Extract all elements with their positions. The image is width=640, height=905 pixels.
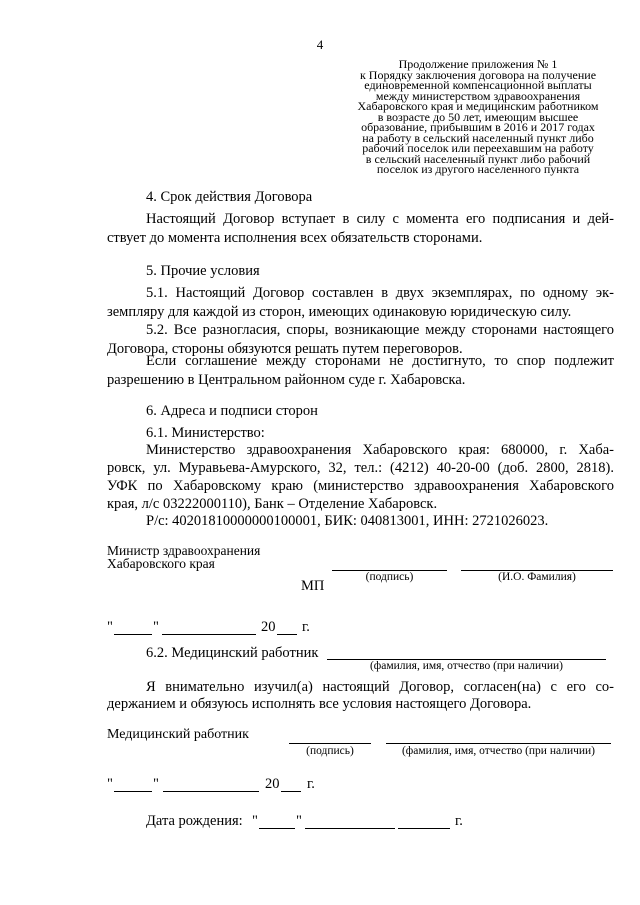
minister-title xyxy=(107,544,260,570)
birth-date-day-line xyxy=(259,828,295,829)
section5-line: 5.1. Настоящий Договор составлен в двух экземплярах, по одному эк- xyxy=(146,285,614,301)
minister-title-line: Министр здравоохранения xyxy=(107,543,261,558)
ministry-line: ровск, ул. Муравьева-Амурского, 32, тел.: (4212) 40-20-00 (доб. 2800, 2818). xyxy=(107,460,614,476)
minister-date-year-line xyxy=(277,634,297,635)
minister-date-close-quote: " xyxy=(153,619,159,635)
section5-line: Договора, стороны обязуются решать путем переговоров. xyxy=(107,341,463,357)
fio-caption: (фамилия, имя, отчество (при наличии) xyxy=(369,660,564,672)
ministry-line: Министерство здравоохранения Хабаровского края: 680000, г. Хаба- xyxy=(146,442,614,458)
appendix-line: образование, прибывшим в 2016 и 2017 годах xyxy=(361,120,595,134)
minister-date-month-line xyxy=(162,634,256,635)
worker-date-day-line xyxy=(114,791,152,792)
stamp-label: МП xyxy=(301,578,325,594)
appendix-line: в возрасте до 50 лет, имеющим высшее xyxy=(377,109,579,124)
minister-date-day-line xyxy=(114,634,152,635)
appendix-line: рабочий поселок или переехавшим на работу xyxy=(362,141,594,155)
section5-heading: 5. Прочие условия xyxy=(146,263,260,279)
worker-sign-label: Медицинский работник xyxy=(107,727,249,742)
ministry-line: края, л/с 03222000110), Банк – Отделение Хабаровск. xyxy=(107,496,438,512)
birth-date-close-quote: " xyxy=(296,813,302,829)
minister-date-year-suffix: г. xyxy=(302,619,310,635)
worker-date-year-line xyxy=(281,791,301,792)
worker-label: 6.2. Медицинский работник xyxy=(146,645,319,661)
section6-heading: 6. Адреса и подписи сторон xyxy=(146,403,318,419)
minister-date-open-quote: " xyxy=(107,619,113,635)
appendix-line: единовременной компенсационной выплаты xyxy=(364,78,592,92)
section5-line: 5.2. Все разногласия, споры, возникающие между сторонами настоящего xyxy=(146,322,614,338)
minister-date-year-prefix: 20 xyxy=(261,619,276,635)
minister-title-line: Хабаровского края xyxy=(107,556,215,571)
worker-date-close-quote: " xyxy=(153,776,159,792)
name-caption: (И.О. Фамилия) xyxy=(498,571,576,583)
signature-caption: (подпись) xyxy=(365,571,414,583)
birth-date-year-line xyxy=(398,828,450,829)
worker-date-year-prefix: 20 xyxy=(265,776,280,792)
section4-line: ствует до момента исполнения всех обязательств сторонами. xyxy=(107,230,483,246)
section4-line: Настоящий Договор вступает в силу с момента его подписания и дей- xyxy=(146,211,614,227)
fio-caption: (фамилия, имя, отчество (при наличии) xyxy=(401,745,596,757)
signature-caption: (подпись) xyxy=(306,745,354,757)
appendix-line: Хабаровского края и медицинским работником xyxy=(357,99,599,113)
worker-date-month-line xyxy=(163,791,259,792)
ministry-line: Р/с: 40201810000000100001, БИК: 040813001, ИНН: 2721026023. xyxy=(146,513,549,529)
worker-signature-line xyxy=(289,743,371,744)
birth-date-month-line xyxy=(305,828,395,829)
section5-line: разрешению в Центральном районном суде г. Хабаровска. xyxy=(107,372,466,388)
ministry-line: УФК по Хабаровскому краю (министерство здравоохранения Хабаровского xyxy=(107,478,614,494)
birth-date-label: Дата рождения: xyxy=(146,813,243,829)
appendix-line: поселок из другого населенного пункта xyxy=(376,162,580,176)
page-number: 4 xyxy=(316,37,324,52)
appendix-line: между министерством здравоохранения xyxy=(375,88,581,103)
appendix-line: в сельский населенный пункт либо рабочий xyxy=(365,151,591,166)
ministry-label: 6.1. Министерство: xyxy=(146,425,265,441)
section4-heading: 4. Срок действия Договора xyxy=(146,189,313,205)
appendix-line: Продолжение приложения № 1 xyxy=(398,57,558,71)
acknowledgement-line: Я внимательно изучил(а) настоящий Договор, согласен(на) с его со- xyxy=(146,679,614,695)
section5-line: земпляру для каждой из сторон, имеющих одинаковую юридическую силу. xyxy=(107,304,572,320)
acknowledgement-line: держанием и обязуюсь исполнять все условия настоящего Договора. xyxy=(107,696,532,712)
worker-fio-line xyxy=(386,743,611,744)
birth-date-suffix: г. xyxy=(455,813,463,829)
worker-date-year-suffix: г. xyxy=(307,776,315,792)
birth-date-open-quote: " xyxy=(252,813,258,829)
section5-line: Если соглашение между сторонами не достигнуто, то спор подлежит xyxy=(146,353,614,369)
appendix-line: к Порядку заключения договора на получение xyxy=(359,67,597,82)
appendix-line: на работу в сельский населенный пункт либо xyxy=(362,130,594,145)
appendix-header xyxy=(340,59,616,175)
worker-date-open-quote: " xyxy=(107,776,113,792)
